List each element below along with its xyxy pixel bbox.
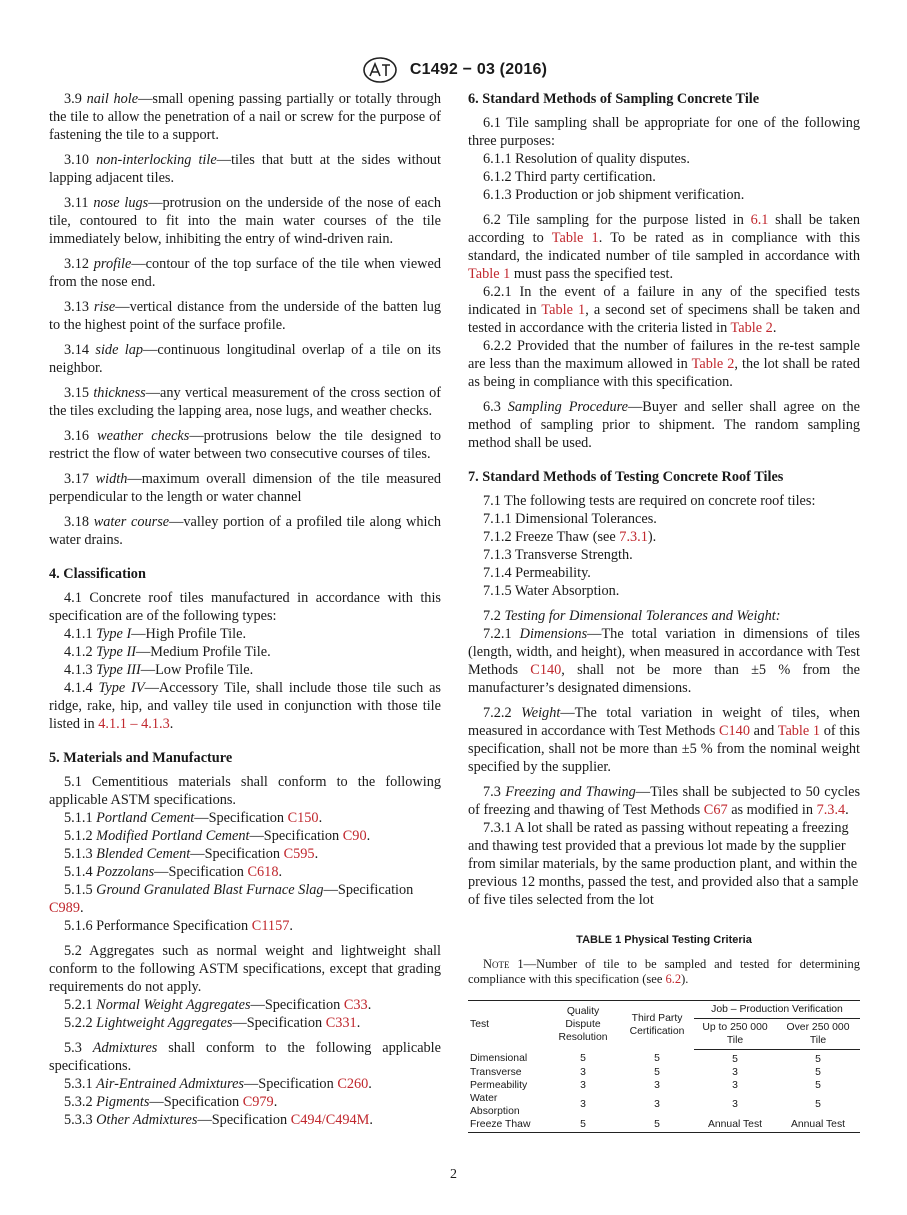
text-run: 6.2.2 Provided that the number of failures in the re-test sample are less than the maximum allowed in	[468, 338, 860, 372]
text-run: .	[369, 1112, 373, 1128]
col-header-upto: Up to 250 000 Tile	[694, 1018, 776, 1049]
paragraph-p-3-18	[49, 513, 441, 549]
cross-reference-link[interactable]: Table 1	[541, 302, 586, 318]
text-run: —The total variation in weight of tiles, when measured in accordance with Test Methods	[468, 705, 861, 739]
cross-reference-link[interactable]: C331	[325, 1015, 357, 1031]
paragraph-p-3-13	[49, 298, 441, 334]
italic-term: Weight	[521, 705, 561, 721]
table-row	[468, 1066, 860, 1079]
italic-term: nose lugs	[93, 195, 149, 211]
text-run: .	[356, 1015, 361, 1031]
right-column	[468, 90, 860, 1133]
text-run: —Specification	[190, 846, 284, 862]
italic-term: rise	[93, 299, 116, 315]
table-cell-test: Freeze Thaw	[468, 1118, 546, 1133]
paragraph-p-7-3-1	[468, 819, 860, 909]
italic-term: profile	[93, 256, 132, 272]
text-run: —Specification	[323, 882, 414, 898]
table-cell-over: Annual Test	[776, 1118, 860, 1133]
text-run: 3.15	[64, 385, 94, 401]
text-run: 3.17	[64, 471, 96, 487]
text-run: 7.1 The following tests are required on concrete roof tiles:	[483, 493, 816, 509]
paragraph-p-5-3	[49, 1039, 441, 1075]
paragraph-p-5-1-4	[49, 863, 441, 881]
text-run: 3.16	[64, 428, 98, 444]
paragraph-p-5-3-1	[49, 1075, 441, 1093]
text-run: shall conform to the following applicable specifications.	[49, 1040, 442, 1074]
text-run: and	[749, 723, 778, 739]
text-run: .	[289, 918, 293, 934]
cross-reference-link[interactable]: C33	[343, 997, 368, 1013]
text-run: 3.13	[64, 299, 94, 315]
paragraph-p-3-14	[49, 341, 441, 377]
left-column	[49, 90, 441, 1129]
text-run: —protrusions below the tile designed to restrict the flow of water between two consecutive courses of tiles.	[49, 428, 442, 462]
italic-term: Portland Cement	[96, 810, 195, 826]
cross-reference-link[interactable]: Table 2	[730, 320, 773, 336]
table-1-title: TABLE 1 Physical Testing Criteria	[576, 934, 752, 946]
table-1-body	[468, 1049, 860, 1132]
text-run: 5.1.3	[64, 846, 97, 862]
table-row	[468, 1118, 860, 1133]
italic-term: Admixtures	[92, 1040, 158, 1056]
text-run: 7.1.3 Transverse Strength.	[483, 547, 633, 563]
text-run: —Specification	[197, 1112, 291, 1128]
italic-term: Pozzolans	[96, 864, 155, 880]
text-run: —Specification	[249, 828, 343, 844]
table-1	[468, 1000, 860, 1133]
italic-term: Dimensions	[519, 626, 588, 642]
text-run: 6.2 Tile sampling for the purpose listed in	[483, 212, 751, 228]
italic-term: Type I	[96, 626, 132, 642]
text-run: , a second set of specimens shall be taken and tested in accordance with the criteria listed in	[468, 302, 860, 336]
table-cell-third: 3	[654, 1099, 660, 1110]
text-run: , shall not be more than ±5 % from the manufacturer’s designated dimensions.	[468, 662, 860, 696]
cross-reference-link[interactable]: Table 1	[777, 723, 821, 739]
text-run: —maximum overall dimension of the tile measured perpendicular to the length or water channel	[49, 471, 441, 505]
text-run: .	[318, 810, 323, 826]
text-run: —High Profile Tile.	[131, 626, 247, 642]
text-run: . To be rated as in compliance with this standard, the indicated number of tile sampled in accordance with	[468, 230, 861, 264]
cross-reference-link[interactable]: Table 2	[691, 356, 735, 372]
text-run: 4.1.1	[64, 626, 97, 642]
text-run: 7.1.4 Permeability.	[483, 565, 591, 581]
note-text: 1—Number of tile to be sampled and tested for determining compliance with this specification (see	[468, 957, 860, 986]
text-run: .	[368, 1076, 372, 1092]
text-run: —Low Profile Tile.	[140, 662, 254, 678]
table-cell-test: Dimensional	[470, 1053, 528, 1065]
text-run: 7.2.1	[483, 626, 520, 642]
paragraph-p-5-1	[49, 773, 441, 809]
paragraph-p-5-3-2	[49, 1093, 441, 1111]
paragraph-p-7-1-4	[468, 564, 860, 582]
paragraph-p-6-1	[468, 114, 860, 150]
text-run: 3.9	[64, 91, 87, 107]
text-run: 6.1.2 Third party certification.	[483, 169, 656, 185]
paragraph-p-3-16	[49, 427, 441, 463]
italic-term: Type IV	[98, 680, 145, 696]
paragraph-p-6-2	[468, 211, 860, 283]
text-run: —Specification	[250, 997, 344, 1013]
paragraph-p-4-1-3	[49, 661, 441, 679]
table-row	[468, 1079, 860, 1092]
cross-reference-link[interactable]: C989	[49, 900, 80, 916]
italic-term: thickness	[93, 385, 146, 401]
text-run: shall be taken according to	[468, 212, 860, 246]
text-run: —valley portion of a profiled tile along which water drains.	[49, 514, 441, 548]
table-row	[468, 1092, 860, 1118]
italic-term: nail hole	[86, 91, 139, 107]
italic-term: width	[95, 471, 128, 487]
text-run: 7.3.1 A lot shall be rated as passing without repeating a freezing and thawing test provided that a previous lot made by the supplier from similar materials, by the same production plant, and within the previous 12 months, passed the test, and provided also that a sample of five tiles selected from the lot	[468, 820, 859, 908]
cross-reference-link[interactable]: C260	[337, 1076, 369, 1092]
paragraph-p-6-1-2	[468, 168, 860, 186]
col-header-test: Test	[468, 1000, 546, 1049]
cross-reference-link[interactable]: C90	[342, 828, 367, 844]
text-run: —vertical distance from the underside of the batten lug to the highest point of the surface profile.	[49, 299, 441, 333]
astm-logo-icon	[360, 56, 400, 84]
col-header-third: Third Party Certification	[620, 1000, 694, 1049]
text-run: 7.1.2 Freeze Thaw (see	[483, 529, 620, 545]
text-run: 6. Standard Methods of Sampling Concrete Tile	[468, 91, 760, 107]
italic-term: water course	[93, 514, 170, 530]
italic-term: Freezing and Thawing	[505, 784, 636, 800]
text-run: 5.1.5	[64, 882, 97, 898]
section-heading-sec-4	[49, 565, 441, 583]
cross-reference-link[interactable]: 6.1	[750, 212, 769, 228]
text-run: 5.2.2	[64, 1015, 97, 1031]
paragraph-p-5-2-2	[49, 1014, 441, 1032]
paragraph-p-5-1-6	[49, 917, 441, 935]
table-cell-third: 5	[620, 1118, 694, 1133]
text-run: 3.11	[64, 195, 94, 211]
table-cell-quality: 3	[580, 1099, 586, 1110]
table-cell-test: Permeability	[470, 1079, 528, 1091]
italic-term: Pigments	[96, 1094, 150, 1110]
section-heading-sec-5	[49, 749, 441, 767]
text-run: 7. Standard Methods of Testing Concrete Roof Tiles	[468, 469, 784, 485]
table-cell-over: 5	[815, 1053, 821, 1065]
text-run: —continuous longitudinal overlap of a tile on its neighbor.	[49, 342, 441, 376]
text-run: 5.3	[64, 1040, 93, 1056]
cross-reference-link[interactable]: C150	[287, 810, 319, 826]
cross-reference-link[interactable]: C67	[703, 802, 728, 818]
paragraph-p-6-1-1	[468, 150, 860, 168]
paragraph-p-3-12	[49, 255, 441, 291]
paragraph-p-5-1-3	[49, 845, 441, 863]
text-run: .	[79, 900, 84, 916]
table-cell-upto: Annual Test	[694, 1118, 776, 1133]
cross-reference-link[interactable]: C618	[247, 864, 279, 880]
table-cell-third: 5	[654, 1053, 660, 1065]
page-number: 2	[450, 1167, 457, 1182]
text-run: —Specification	[244, 1076, 338, 1092]
cross-reference-link[interactable]: C979	[242, 1094, 274, 1110]
text-run: —contour of the top surface of the tile when viewed from the nose end.	[49, 256, 441, 290]
col-header-job: Job – Production Verification	[694, 1000, 860, 1018]
text-run: 4.1.3	[64, 662, 97, 678]
text-run: 4.1 Concrete roof tiles manufactured in accordance with this specification are of the following types:	[49, 590, 441, 624]
table-cell-upto: 3	[732, 1099, 738, 1110]
table-row	[468, 1049, 860, 1066]
italic-term: Type III	[96, 662, 141, 678]
text-run: 6.1 Tile sampling shall be appropriate for one of the following three purposes:	[468, 115, 860, 149]
text-run: —Specification	[194, 810, 288, 826]
table-cell-test: Transverse	[470, 1066, 522, 1078]
paragraph-p-5-3-3	[49, 1111, 441, 1129]
text-run: —Tiles shall be subjected to 50 cycles of freezing and thawing of Test Methods	[468, 784, 861, 818]
text-run: as modified in	[727, 802, 817, 818]
italic-term: weather checks	[97, 428, 190, 444]
italic-term: Air-Entrained Admixtures	[96, 1076, 244, 1092]
paragraph-p-5-2	[49, 942, 441, 996]
table-cell-quality: 3	[580, 1079, 586, 1091]
table-cell-over: 5	[815, 1099, 821, 1110]
table-cell-test: Water Absorption	[470, 1092, 520, 1117]
text-run: 3.18	[64, 514, 94, 530]
italic-term: Blended Cement	[96, 846, 191, 862]
text-run: 6.1.3 Production or job shipment verification.	[483, 187, 745, 203]
text-run: 3.10	[64, 152, 97, 168]
table-cell-quality: 3	[580, 1066, 586, 1078]
paragraph-p-3-11	[49, 194, 441, 248]
text-run: —Medium Profile Tile.	[136, 644, 271, 660]
text-run: 5.1 Cementitious materials shall conform to the following applicable ASTM specifications.	[49, 774, 441, 808]
text-run: —Buyer and seller shall agree on the method of sampling prior to shipment. The random sampling method shall be used.	[468, 399, 860, 451]
paragraph-p-7-2	[468, 607, 860, 625]
text-run: , the lot shall be rated as being in compliance with this specification.	[468, 356, 860, 390]
document-designation: C1492 − 03 (2016)	[409, 61, 548, 78]
section-heading-sec-6	[468, 90, 860, 108]
paragraph-p-7-1-1	[468, 510, 860, 528]
paragraph-p-7-1-2	[468, 528, 860, 546]
text-run: 4. Classification	[49, 566, 146, 582]
text-run: —The total variation in dimensions of tiles (length, width, and height), when measured in accordance with Test Methods	[468, 626, 861, 678]
text-run: .	[314, 846, 319, 862]
italic-term: Sampling Procedure	[507, 399, 628, 415]
text-run: —Specification	[149, 1094, 243, 1110]
text-run: 5.3.1	[64, 1076, 97, 1092]
text-run: 6.2.1 In the event of a failure in any of the specified tests indicated in	[468, 284, 860, 318]
text-run: 7.1.1 Dimensional Tolerances.	[483, 511, 657, 527]
table-cell-third: 5	[654, 1066, 660, 1078]
paragraph-p-4-1-2	[49, 643, 441, 661]
italic-term: Testing for Dimensional Tolerances and Weight:	[504, 608, 781, 624]
note-end: ).	[681, 972, 689, 986]
text-run: —tiles that butt at the sides without lapping adjacent tiles.	[49, 152, 441, 186]
table-cell-over: 5	[815, 1066, 821, 1078]
cross-reference-link[interactable]: Table 1	[551, 230, 599, 246]
paragraph-p-6-2-2	[468, 337, 860, 391]
table-cell-over: 5	[815, 1079, 821, 1091]
text-run: 3.14	[64, 342, 96, 358]
table-cell-upto: 5	[732, 1053, 738, 1065]
text-run: 6.3	[483, 399, 508, 415]
paragraph-p-3-10	[49, 151, 441, 187]
text-run: 4.1.2	[64, 644, 97, 660]
italic-term: side lap	[95, 342, 144, 358]
paragraph-p-5-1-2	[49, 827, 441, 845]
text-run: 5. Materials and Manufacture	[49, 750, 233, 766]
text-run: 5.1.4	[64, 864, 97, 880]
text-run: .	[367, 997, 372, 1013]
text-run: 5.3.3	[64, 1112, 97, 1128]
paragraph-p-7-2-2	[468, 704, 860, 776]
paragraph-p-7-3	[468, 783, 860, 819]
text-run: 7.1.5 Water Absorption.	[483, 583, 620, 599]
table-cell-upto: 3	[732, 1079, 738, 1091]
paragraph-p-6-3	[468, 398, 860, 452]
paragraph-p-4-1-1	[49, 625, 441, 643]
paragraph-p-6-1-3	[468, 186, 860, 204]
text-run: 7.3	[483, 784, 506, 800]
text-run: —Specification	[154, 864, 248, 880]
cross-reference-link[interactable]: C140	[719, 723, 750, 739]
text-run: 5.2.1	[64, 997, 97, 1013]
text-run: .	[169, 716, 174, 732]
cross-reference-link[interactable]: C494/C494M	[290, 1112, 370, 1128]
text-run: 5.3.2	[64, 1094, 97, 1110]
col-header-quality: Quality Dispute Resolution	[546, 1000, 620, 1049]
italic-term: Modified Portland Cement	[96, 828, 250, 844]
right-column-text	[468, 90, 860, 909]
text-run: —protrusion on the underside of the nose of each tile, contoured to fit into the main water courses of the tile immediately below, inhibiting the entry of wind-driven rain.	[49, 195, 441, 247]
cross-reference-link[interactable]: 7.3.1	[619, 529, 648, 545]
table-1-note	[468, 957, 860, 987]
text-run: —Accessory Tile, shall include those tile such as ridge, rake, hip, and valley tile used in conjunction with those tile listed in	[49, 680, 441, 732]
italic-term: Other Admixtures	[96, 1112, 198, 1128]
text-run: 5.1.6 Performance Specification	[64, 918, 252, 934]
table-cell-upto: 3	[732, 1066, 738, 1078]
text-run: —small opening passing partially or totally through the tile to allow the penetration of a nail or screw for the purpose of fastening the tile to a support.	[49, 91, 441, 143]
paragraph-p-7-1-3	[468, 546, 860, 564]
italic-term: Lightweight Aggregates	[96, 1015, 233, 1031]
text-run: .	[772, 320, 777, 336]
text-run: of this specification, shall not be more than ±5 % from the nominal weight specified by the supplier.	[468, 723, 860, 775]
text-run: .	[278, 864, 283, 880]
paragraph-p-3-9	[49, 90, 441, 144]
paragraph-p-7-1-5	[468, 582, 860, 600]
text-run: 5.1.1	[64, 810, 97, 826]
cross-reference-link[interactable]: 7.3.4	[816, 802, 846, 818]
col-header-over: Over 250 000 Tile	[776, 1018, 860, 1049]
table-cell-quality: 5	[546, 1118, 620, 1133]
text-run: 5.2 Aggregates such as normal weight and lightweight shall conform to the following ASTM specifications, except that grading requirements do not apply.	[49, 943, 441, 995]
text-run: 7.2.2	[483, 705, 522, 721]
cross-reference-link[interactable]: C1157	[251, 918, 290, 934]
text-run: 7.2	[483, 608, 505, 624]
text-run: .	[366, 828, 371, 844]
text-run: 6.1.1 Resolution of quality disputes.	[483, 151, 690, 167]
cross-reference-link[interactable]: 4.1.1 – 4.1.3	[98, 716, 170, 732]
text-run: must pass the specified test.	[510, 266, 674, 282]
text-run: ).	[647, 529, 657, 545]
paragraph-p-7-2-1	[468, 625, 860, 697]
cross-reference-link[interactable]: C140	[530, 662, 562, 678]
paragraph-p-7-1	[468, 492, 860, 510]
paragraph-p-5-2-1	[49, 996, 441, 1014]
text-run: —Specification	[232, 1015, 326, 1031]
text-run: .	[845, 802, 849, 818]
italic-term: non-interlocking tile	[96, 152, 217, 168]
table-cell-quality: 5	[580, 1053, 586, 1065]
paragraph-p-5-1-1	[49, 809, 441, 827]
paragraph-p-5-1-5	[49, 881, 441, 917]
text-run: 5.1.2	[64, 828, 97, 844]
cross-reference-link[interactable]: C595	[283, 846, 315, 862]
text-run: —any vertical measurement of the cross section of the tiles excluding the lapping area, nose lugs, and weather checks.	[49, 385, 442, 419]
paragraph-p-4-1	[49, 589, 441, 625]
page-header	[0, 56, 907, 84]
table-cell-third: 3	[654, 1079, 660, 1091]
text-run: 4.1.4	[64, 680, 99, 696]
cross-reference-link[interactable]: Table 1	[468, 266, 511, 282]
paragraph-p-6-2-1	[468, 283, 860, 337]
text-run: 3.12	[64, 256, 94, 272]
italic-term: Normal Weight Aggregates	[96, 997, 251, 1013]
note-label: Note	[483, 957, 510, 971]
italic-term: Type II	[96, 644, 136, 660]
paragraph-p-4-1-4	[49, 679, 441, 733]
section-heading-sec-7	[468, 468, 860, 486]
note-ref-link[interactable]: 6.2	[665, 972, 682, 986]
paragraph-p-3-15	[49, 384, 441, 420]
paragraph-p-3-17	[49, 470, 441, 506]
text-run: .	[273, 1094, 278, 1110]
italic-term: Ground Granulated Blast Furnace Slag	[96, 882, 324, 898]
